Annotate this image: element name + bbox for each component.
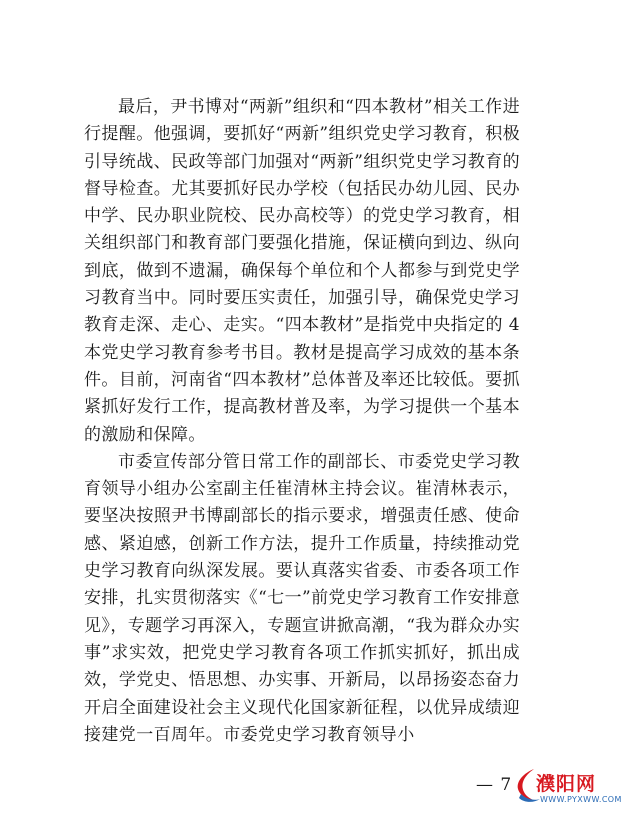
watermark-name: 濮阳网 bbox=[536, 773, 597, 795]
watermark-logo bbox=[512, 766, 622, 810]
page-footer bbox=[0, 764, 622, 814]
page-number: — 7 bbox=[476, 775, 513, 795]
body-text bbox=[84, 94, 520, 749]
paragraph-2: 市委宣传部分管日常工作的副部长、市委党史学习教育领导小组办公室副主任崔清林主持会议。崔清林表示，要坚决按照尹书博副部长的指示要求，增强责任感、使命感、紧迫感，创新工作方法，提升工作质量，持续推动党史学习教育向纵深发展。要认真落实省委、市委各项工作安排，扎实贯彻落实《“七一”前党史学习教育工作安排意见》，专题学习再深入，专题宣讲掀高潮，“我为群众办实事”求实效，把党史学习教育各项工作抓实抓好，抓出成效，学党史、悟思想、办实事、开新局，以昂扬姿态奋力开启全面建设社会主义现代化国家新征程，以优异成绩迎接建党一百周年。市委党史学习教育领导小 bbox=[84, 451, 520, 745]
watermark-url: WWW.PYXWW.COM bbox=[540, 795, 622, 804]
paragraph-1: 最后，尹书博对“两新”组织和“四本教材”相关工作进行提醒。他强调，要抓好“两新”组织党史学习教育，积极引导统战、民政等部门加强对“两新”组织党史学习教育的督导检查。尤其要抓好民办学校（包括民办幼儿园、民办中学、民办职业院校、民办高校等）的党史学习教育，相关组织部门和教育部门要强化措施，保证横向到边、纵向到底，做到不遗漏，确保每个单位和个人都参与到党史学习教育当中。同时要压实责任，加强引导，确保党史学习教育走深、走心、走实。“四本教材”是指党中央指定的 4 本党史学习教育参考书目。教材是提高学习成效的基本条件。目前，河南省“四本教材”总体普及率还比较低。要抓紧抓好发行工作，提高教材普及率，为学习提供一个基本的激励和保障。 bbox=[84, 97, 520, 445]
